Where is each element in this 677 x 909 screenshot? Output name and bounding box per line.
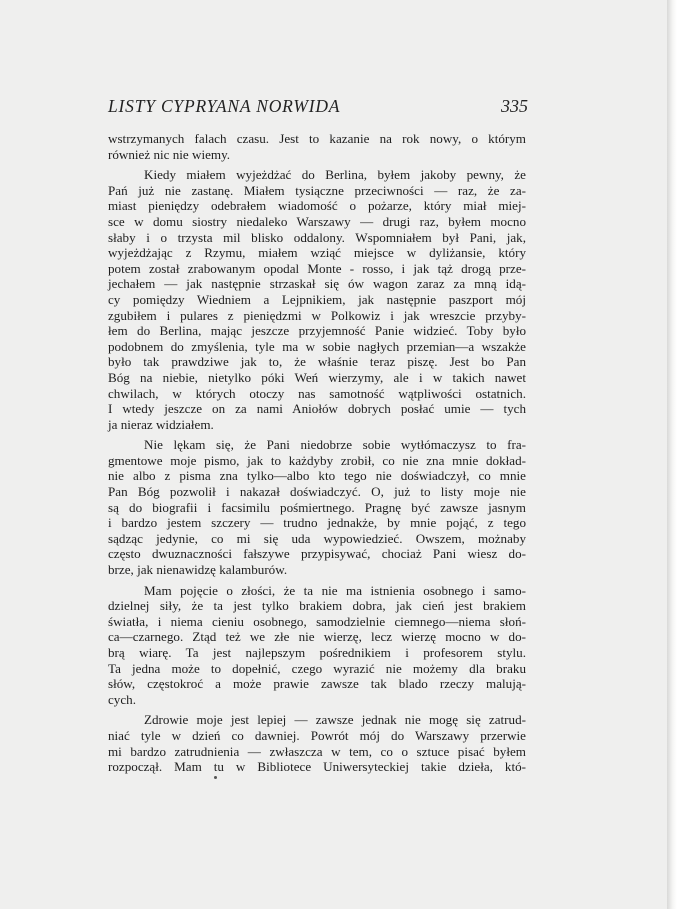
text-line: Kiedy miałem wyjeżdżać do Berlina, byłem jakoby pewny, że (144, 167, 526, 183)
page-number: 335 (501, 96, 528, 116)
text-line: potem został zrabowanym opodal Monte - rosso, i jak tąż drogą prze- (108, 260, 526, 276)
text-line: mi bardzo zatrudnienia — zwłaszcza w tem, co o sztuce pisać byłem (108, 743, 526, 759)
text-line: i bardzo jestem szczery — trudno jednakże, by mnie pojąć, z tego (108, 515, 526, 531)
text-line: Nie lękam się, że Pani niedobrze sobie wytłómaczysz to fra- (144, 437, 526, 453)
running-title: LISTY CYPRYANA NORWIDA (108, 96, 341, 116)
text-line: Bóg na niebie, nietylko póki Weń wierzymy, ale i w takich nawet (108, 369, 526, 385)
text-line: Pań już nie zastanę. Miałem tysiączne przeciwności — raz, że za- (108, 182, 526, 198)
text-line: dzielnej siły, że ta jest tylko brakiem dobra, jak cień jest brakiem (108, 598, 526, 614)
text-line: Ta jedna może to dopełnić, czego wyrazić nie możemy dla braku (108, 660, 526, 676)
text-line: chwilach, w których otoczy nas samotność wątpliwości ostatnich. (108, 385, 526, 401)
text-line: łem do Berlina, mając jeszcze przyjemność Panie widzieć. Toby było (108, 323, 526, 339)
text-line: miast pieniędzy odebrałem wiadomość o pożarze, który miał miej- (108, 198, 526, 214)
text-line: podobnem do zmyślenia, tyle ma w sobie nagłych przemian—a wszakże (108, 338, 526, 354)
text-line: słaby i o trzysta mil blisko oddalony. Wspomniałem był Pani, jak, (108, 229, 526, 245)
text-line: I wtedy jeszcze on za nami Aniołów dobrych posłać umie — tych (108, 401, 526, 417)
text-line: Zdrowie moje jest lepiej — zawsze jednak nie mogę się zatrud- (144, 712, 526, 728)
paragraph-4 (108, 583, 526, 708)
text-line: słów, częstokroć a może prawie zawsze tak blado rzeczy malują- (108, 676, 526, 692)
text-line: wyjeżdżając z Rzymu, miałem wziąć miejsce w dyliżansie, który (108, 245, 526, 261)
paragraph-2 (108, 167, 526, 432)
page-edge (667, 0, 677, 909)
text-line: rozpoczął. Mam tu w Bibliotece Uniwersyteckiej takie dzieła, któ- (108, 759, 526, 775)
text-line: sądząc jedynie, co mi się uda wypowiedzieć. Owszem, możnaby (108, 530, 526, 546)
text-line: brą wiarę. Ta jest najlepszym pośrednikiem i profesorem stylu. (108, 645, 526, 660)
text-line: gmentowe moje pismo, jak to każdyby zrobił, co nie zna mnie dokład- (108, 452, 526, 468)
text-line: ca—czarnego. Ztąd też we złe nie wierzę, lecz wierzę mocno w do- (108, 629, 526, 645)
text-line: nie albo z pisma zna tylko—albo kto tego nie doświadczył, co mnie (108, 468, 526, 484)
text-line: jechałem — jak następnie strzaskał się ów wagon zaraz za mną idą- (108, 276, 526, 292)
text-line: wstrzymanych falach czasu. Jest to kazanie na rok nowy, o którym (108, 131, 526, 146)
page-header (108, 96, 528, 122)
paragraph-3 (108, 437, 526, 577)
text-line: światła, i niema cieniu osobnego, samodzielnie ciemnego—niema słoń- (108, 613, 526, 629)
text-line: są do biografii i facsimilu pośmiertnego. Pragnę być zawsze jasnym (108, 499, 526, 515)
text-line: również nic nie wiemy. (108, 146, 231, 162)
text-line: niać tyle w dzień co dawniej. Powrót mój do Warszawy przerwie (108, 727, 526, 743)
text-line: było tak prawdziwe jak to, że właśnie teraz piszę. Jest bo Pan (108, 354, 526, 370)
paragraph-1 (108, 131, 526, 162)
ink-dot (214, 776, 217, 779)
text-line: cy pomiędzy Wiedniem a Lejpnikiem, jak następnie paszport mój (108, 291, 526, 307)
text-line: Pan Bóg pozwolił i nakazał doświadczyć. O, już to listy moje nie (108, 484, 526, 500)
text-line: Mam pojęcie o złości, że ta nie ma istnienia osobnego i samo- (144, 582, 526, 598)
text-line: cych. (108, 691, 136, 707)
text-line: zgubiłem i pulares z pieniędzmi w Polkowiz i jak wreszcie przyby- (108, 307, 526, 323)
paragraph-5 (108, 712, 526, 774)
text-line: ja nieraz widziałem. (108, 416, 214, 432)
text-line: brze, jak nienawidzę kalamburów. (108, 562, 288, 578)
text-line: sce w domu siostry niedaleko Warszawy — drugi raz, byłem mocno (108, 213, 526, 229)
body-text (108, 131, 526, 775)
text-line: często dwuznaczności fałszywe przypisywać, chociaż Pani wiesz do- (108, 546, 526, 562)
